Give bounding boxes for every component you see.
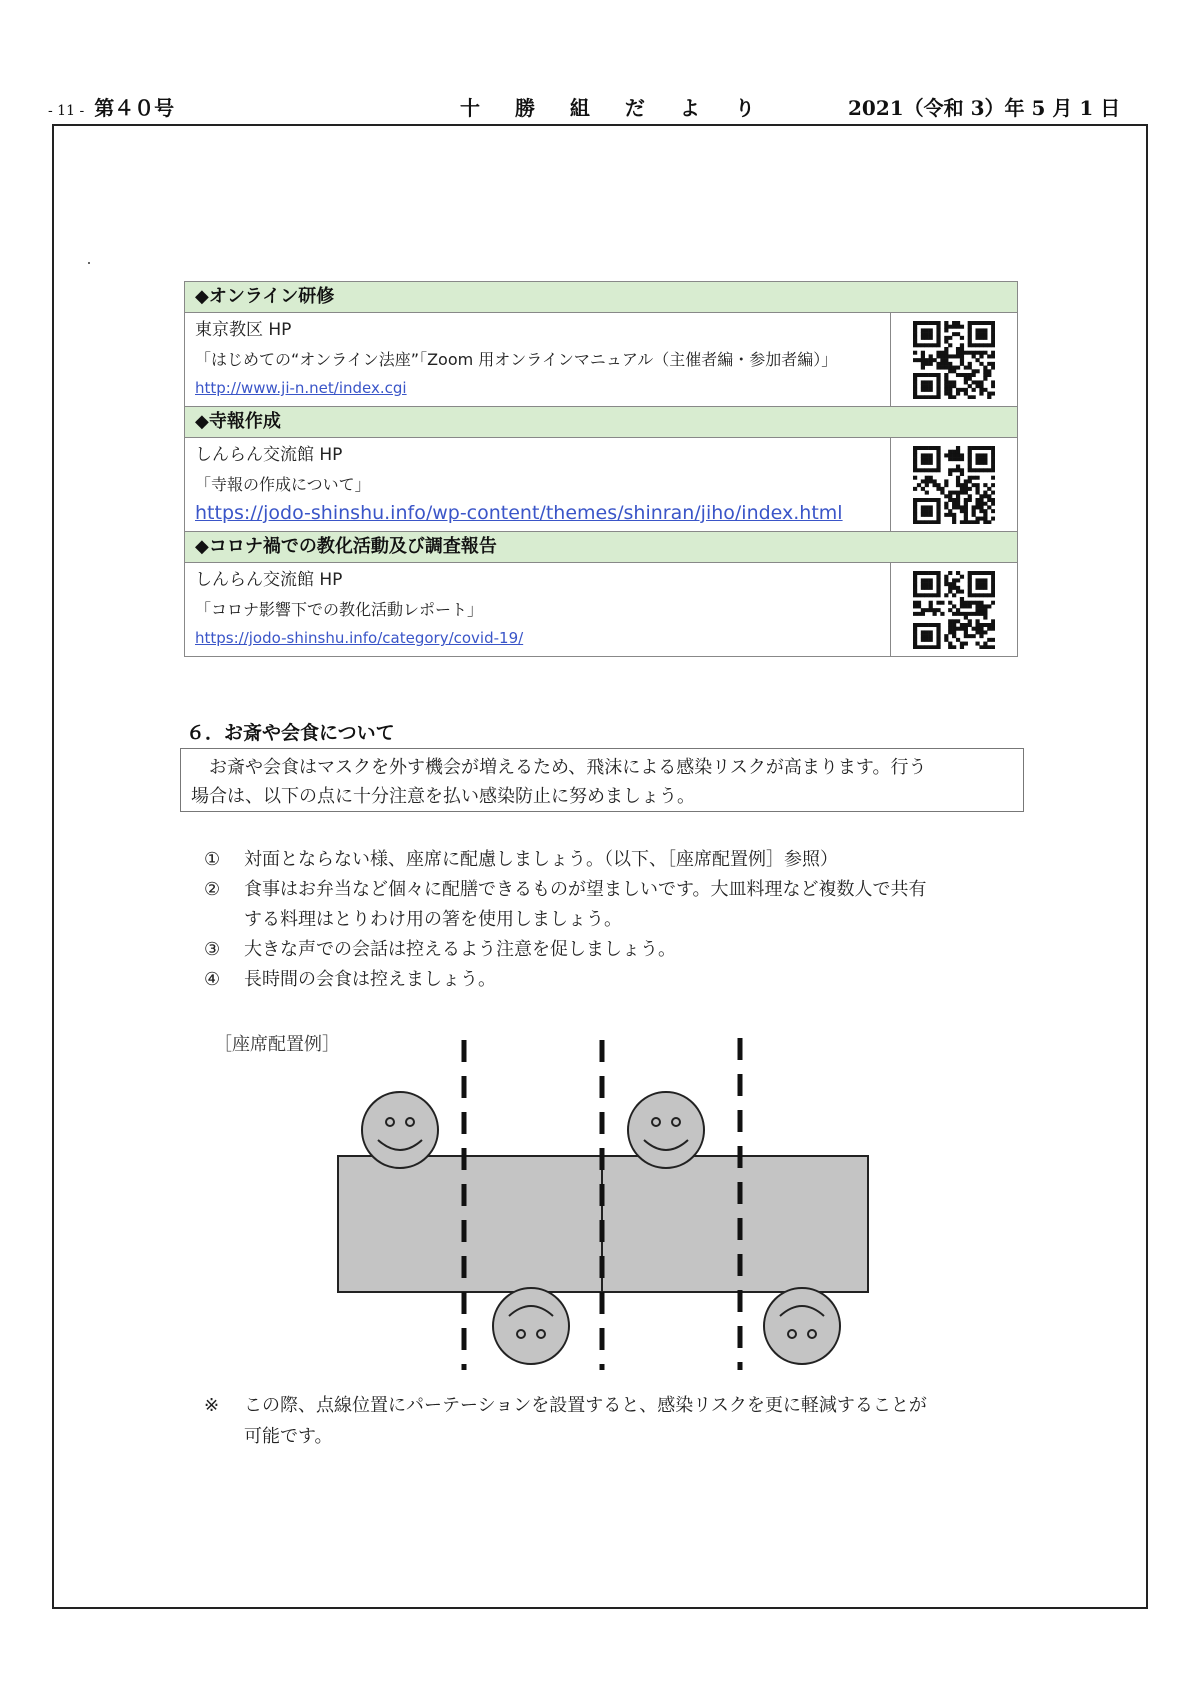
list-number: ④ — [204, 969, 221, 990]
resource-source: しんらん交流館 HP — [195, 445, 343, 465]
page-number: - 11 - — [48, 103, 85, 119]
qr-code-icon[interactable] — [913, 571, 995, 649]
smiley-face-icon — [764, 1288, 840, 1364]
notice-line: お斎や会食はマスクを外す機会が増えるため、飛沫による感染リスクが高まります。行う — [209, 757, 927, 778]
list-text: 食事はお弁当など個々に配膳できるものが望ましいです。大皿料理など複数人で共有 — [244, 879, 927, 900]
list-item — [204, 905, 1024, 935]
notice-line: 場合は、以下の点に十分注意を払い感染防止に努めましょう。 — [191, 786, 695, 807]
resource-text — [185, 563, 891, 656]
newsletter-title: 十 勝 組 だ よ り — [460, 96, 769, 120]
notice-box — [180, 748, 1024, 812]
resource-description: 「コロナ影響下での教化活動レポート」 — [195, 600, 484, 619]
resource-text — [185, 313, 891, 406]
resource-link[interactable]: http://www.ji-n.net/index.cgi — [195, 379, 407, 397]
list-text: 長時間の会食は控えましょう。 — [244, 969, 496, 990]
resource-row-covid — [185, 563, 1017, 656]
resource-source: 東京教区 HP — [195, 320, 292, 340]
issue-number: 第４０号 — [94, 96, 175, 120]
table-right-half — [602, 1156, 868, 1292]
resource-row-jiho — [185, 438, 1017, 532]
resource-description: 「はじめての“オンライン法座”「Zoom 用オンラインマニュアル（主催者編・参加者編）」 — [195, 350, 838, 369]
seating-example-label: ［座席配置例］ — [214, 1034, 340, 1055]
stray-dot — [88, 262, 90, 264]
table-left-half — [338, 1156, 602, 1292]
resource-text — [185, 438, 891, 531]
list-text: する料理はとりわけ用の箸を使用しましょう。 — [244, 909, 622, 930]
resource-heading-online: ◆オンライン研修 — [185, 282, 1017, 313]
resource-link[interactable]: https://jodo-shinshu.info/wp-content/themes/shinran/jiho/index.html — [195, 502, 843, 524]
list-item — [204, 875, 1024, 905]
footnote-line: 可能です。 — [244, 1426, 333, 1447]
resource-row-online — [185, 313, 1017, 407]
resource-table — [184, 281, 1018, 657]
smiley-face-icon — [628, 1092, 704, 1168]
list-number: ③ — [204, 939, 221, 960]
footnote — [204, 1390, 1024, 1452]
list-item — [204, 845, 1024, 875]
list-item — [204, 965, 1024, 995]
resource-description: 「寺報の作成について」 — [195, 475, 371, 494]
qr-code-icon[interactable] — [913, 446, 995, 524]
issue-date: 2021（令和 3）年 5 月 1 日 — [848, 96, 1121, 120]
qr-code-icon[interactable] — [913, 321, 995, 399]
list-item — [204, 935, 1024, 965]
issue-header — [48, 92, 174, 121]
smiley-face-icon — [493, 1288, 569, 1364]
footnote-line: この際、点線位置にパーテーションを設置すると、感染リスクを更に軽減することが — [244, 1395, 927, 1416]
resource-heading-covid: ◆コロナ禍での教化活動及び調査報告 — [185, 532, 1017, 563]
list-text: 大きな声での会話は控えるよう注意を促しましょう。 — [244, 939, 676, 960]
resource-link[interactable]: https://jodo-shinshu.info/category/covid-19/ — [195, 629, 524, 647]
smiley-face-icon — [362, 1092, 438, 1168]
footnote-mark: ※ — [204, 1395, 220, 1416]
resource-heading-jiho: ◆寺報作成 — [185, 407, 1017, 438]
list-number: ② — [204, 879, 221, 900]
list-number: ① — [204, 849, 221, 870]
guideline-list — [204, 845, 1024, 995]
section-title: ６．お斎や会食について — [186, 722, 395, 744]
seating-diagram — [330, 1030, 890, 1370]
list-text: 対面とならない様、座席に配慮しましょう。（以下、［座席配置例］参照） — [244, 849, 838, 870]
resource-source: しんらん交流館 HP — [195, 570, 343, 590]
